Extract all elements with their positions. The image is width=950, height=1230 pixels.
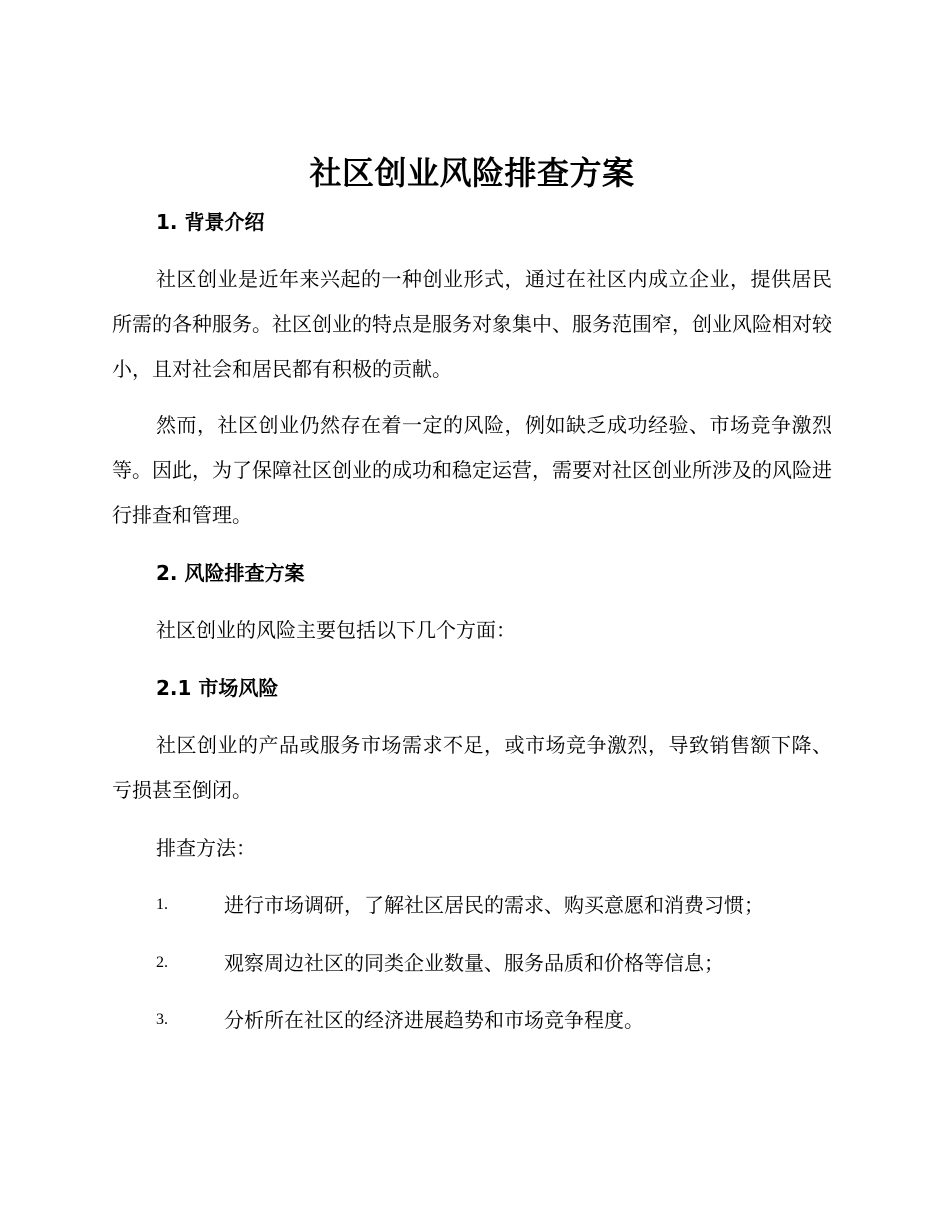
list-item: [156, 1005, 846, 1035]
list-item: [156, 890, 846, 920]
paragraph-background-1: 社区创业是近年来兴起的一种创业形式，通过在社区内成立企业，提供居民所需的各种服务。社区创业的特点是服务对象集中、服务范围窄，创业风险相对较小，且对社会和居民都有积极的贡献。: [112, 267, 832, 381]
list-item-text: 观察周边社区的同类企业数量、服务品质和价格等信息；: [224, 951, 724, 975]
list-item-number: 1.: [156, 896, 168, 913]
list-item-number: 2.: [156, 954, 168, 971]
methods-label: 排查方法：: [156, 836, 256, 860]
list-item-text: 分析所在社区的经济进展趋势和市场竞争程度。: [224, 1008, 644, 1032]
paragraph-background-2: 然而，社区创业仍然存在着一定的风险，例如缺乏成功经验、市场竞争激烈等。因此，为了保障社区创业的成功和稳定运营，需要对社区创业所涉及的风险进行排查和管理。: [112, 413, 832, 527]
subsection-heading-market-risk: 2.1 市场风险: [156, 676, 279, 700]
list-item-text: 进行市场调研，了解社区居民的需求、购买意愿和消费习惯；: [224, 893, 764, 917]
section-heading-background: 1. 背景介绍: [156, 210, 265, 234]
list-item: [156, 948, 846, 978]
section-heading-risk-plan: 2. 风险排查方案: [156, 561, 305, 585]
paragraph-market-risk: 社区创业的产品或服务市场需求不足，或市场竞争激烈，导致销售额下降、亏损甚至倒闭。: [112, 733, 832, 802]
document-title: 社区创业风险排查方案: [309, 154, 635, 192]
list-item-number: 3.: [156, 1011, 168, 1028]
paragraph-risk-intro: 社区创业的风险主要包括以下几个方面：: [156, 618, 516, 642]
